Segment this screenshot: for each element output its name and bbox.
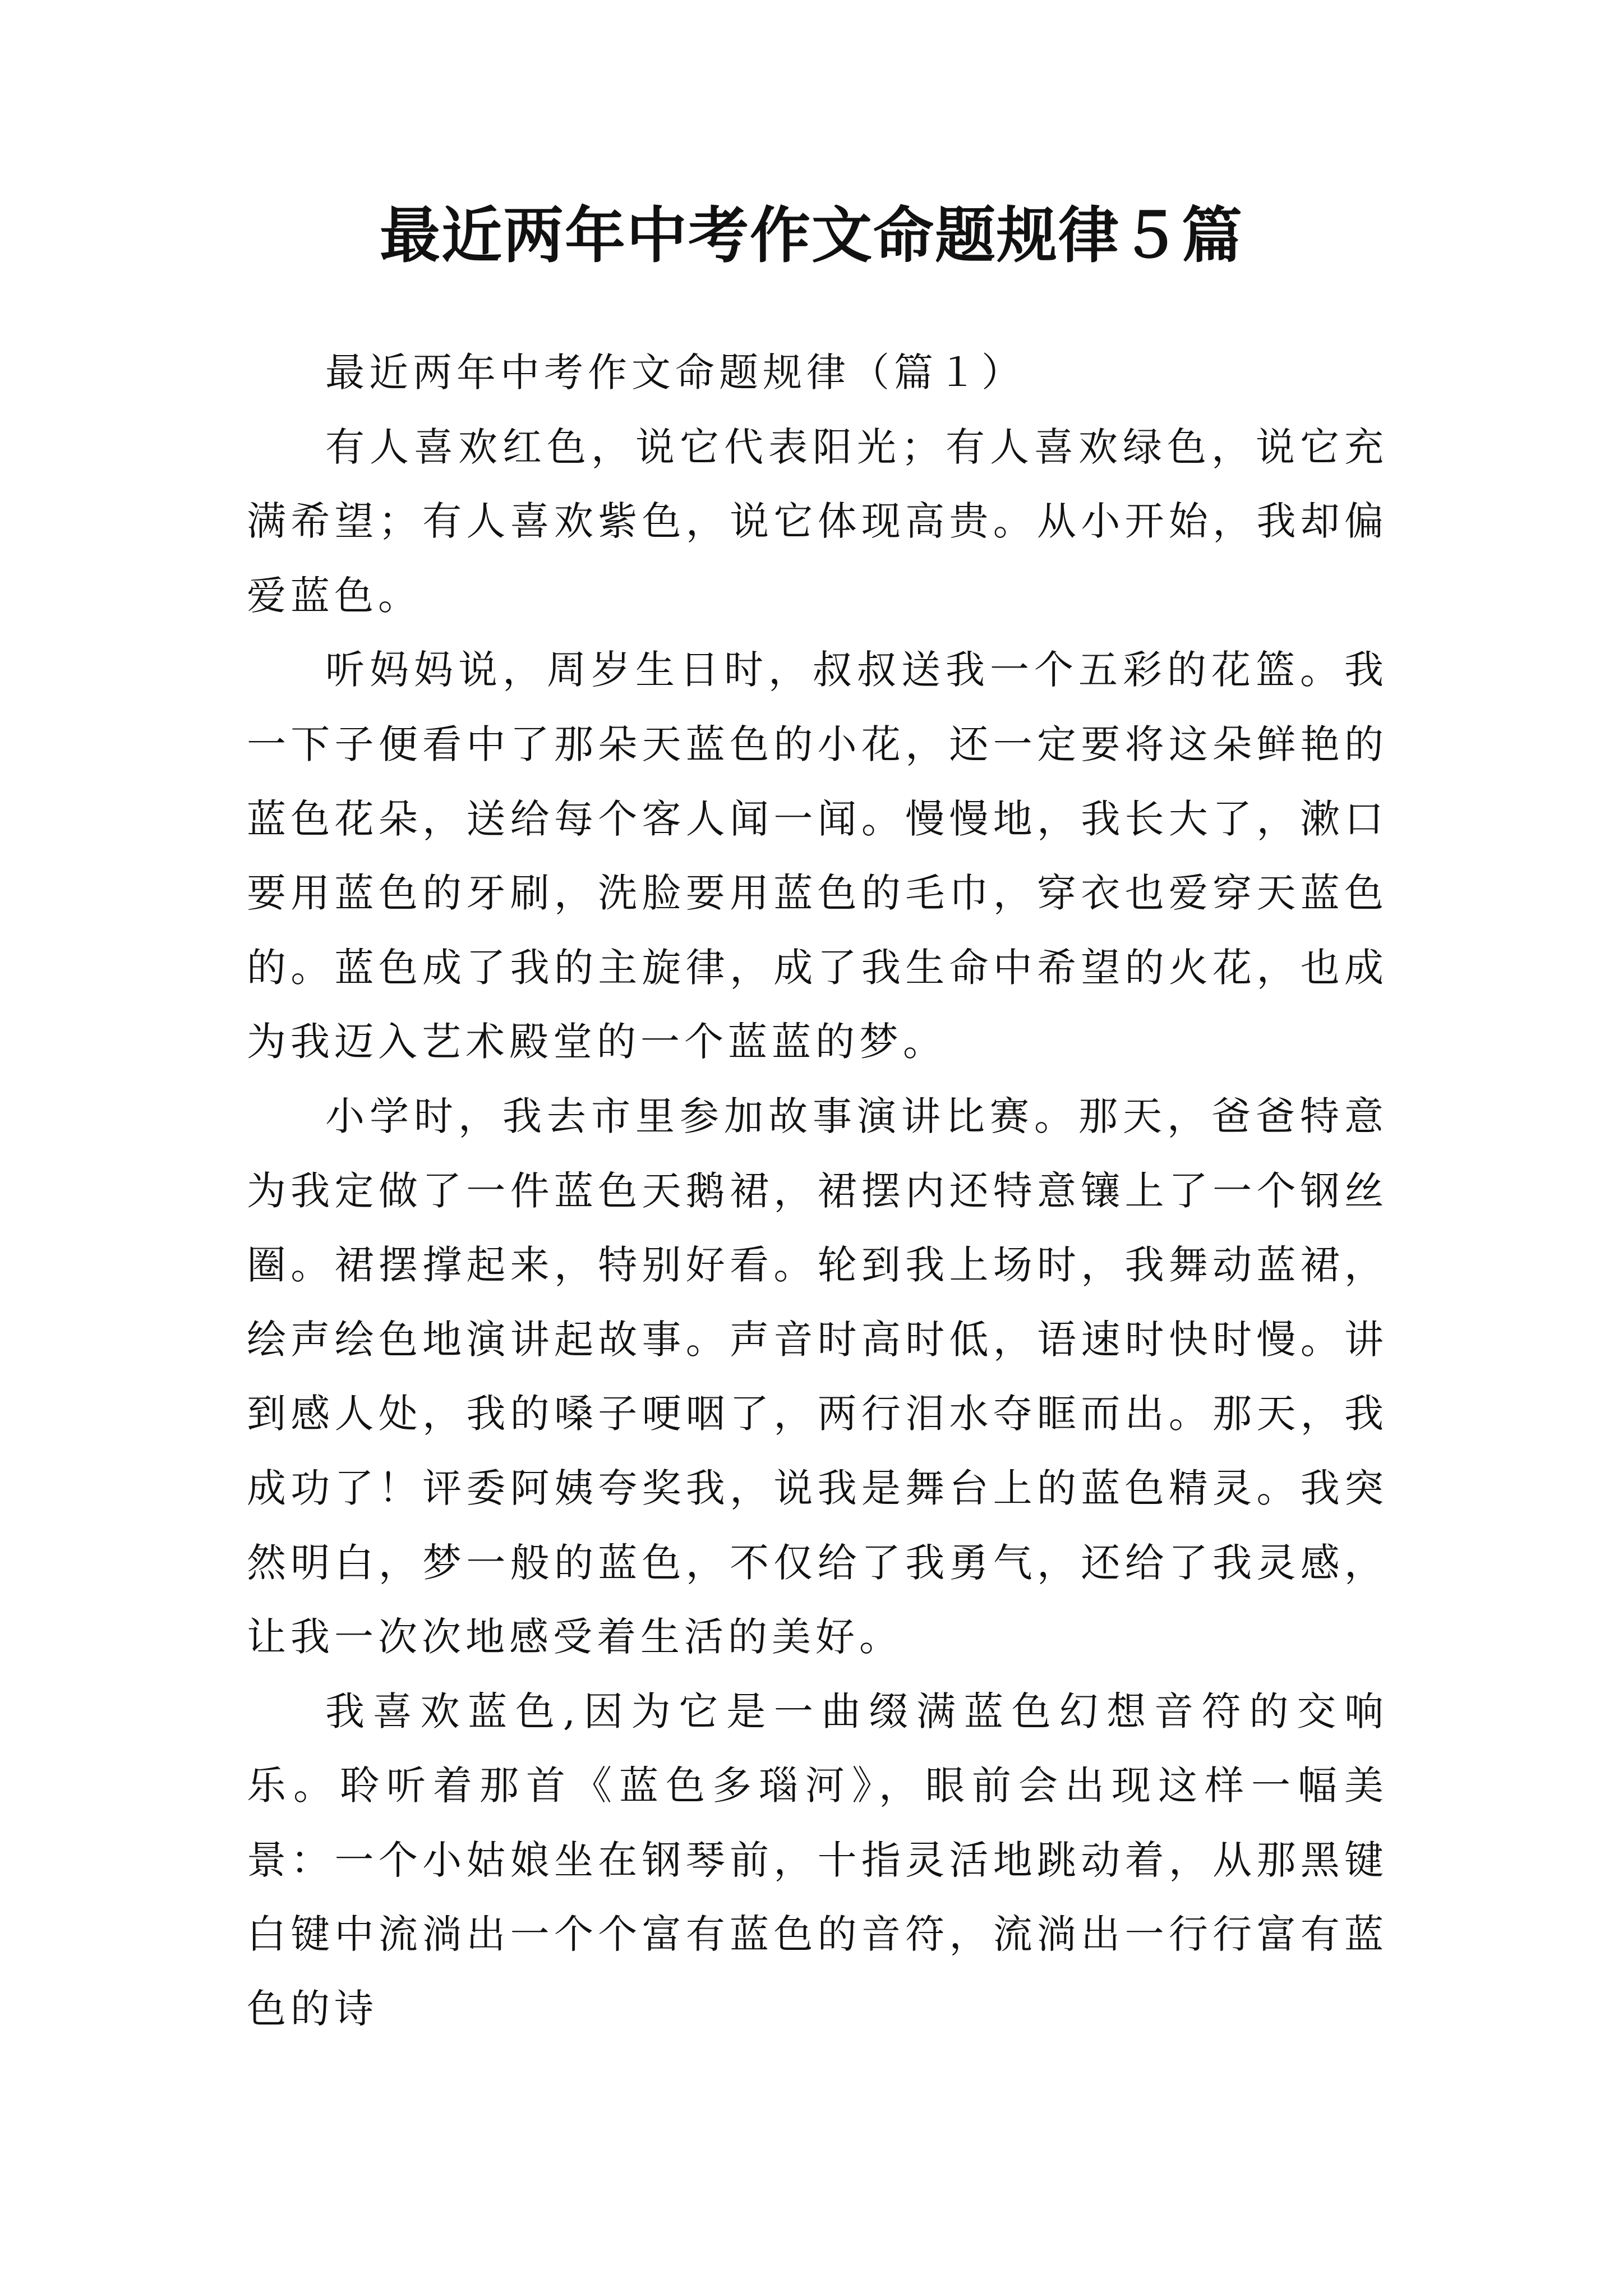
paragraph-2: 听妈妈说，周岁生日时，叔叔送我一个五彩的花篮。我一下子便看中了那朵天蓝色的小花，还一定要将这朵鲜艳的蓝色花朵，送给每个客人闻一闻。慢慢地，我长大了，漱口要用蓝色的牙刷，洗脸要用蓝色的毛巾，穿衣也爱穿天蓝色的。蓝色成了我的主旋律，成了我生命中希望的火花，也成为我迈入艺术殿堂的一个蓝蓝的梦。 bbox=[247, 647, 1388, 1065]
paragraph-3: 小学时，我去市里参加故事演讲比赛。那天，爸爸特意为我定做了一件蓝色天鹅裙，裙摆内还特意镶上了一个钢丝圈。裙摆撑起来，特别好看。轮到我上场时，我舞动蓝裙，绘声绘色地演讲起故事。声音时高时低，语速时快时慢。讲到感人处，我的嗓子哽咽了，两行泪水夺眶而出。那天，我成功了！评委阿姨夸奖我，说我是舞台上的蓝色精灵。我突然明白，梦一般的蓝色，不仅给了我勇气，还给了我灵感，让我一次次地感受着生活的美好。 bbox=[247, 1093, 1388, 1660]
document-body bbox=[247, 335, 1388, 2046]
document-title: 最近两年中考作文命题规律５篇 bbox=[379, 200, 1243, 271]
section-heading: 最近两年中考作文命题规律（篇１） bbox=[325, 349, 1025, 395]
paragraph-4: 我喜欢蓝色,因为它是一曲缀满蓝色幻想音符的交响乐。聆听着那首《蓝色多瑙河》，眼前会出现这样一幅美景：一个小姑娘坐在钢琴前，十指灵活地跳动着，从那黑键白键中流淌出一个个富有蓝色的音符，流淌出一行行富有蓝色的诗 bbox=[247, 1688, 1388, 2032]
paragraph-1: 有人喜欢红色，说它代表阳光；有人喜欢绿色，说它充满希望；有人喜欢紫色，说它体现高贵。从小开始，我却偏爱蓝色。 bbox=[247, 424, 1388, 619]
